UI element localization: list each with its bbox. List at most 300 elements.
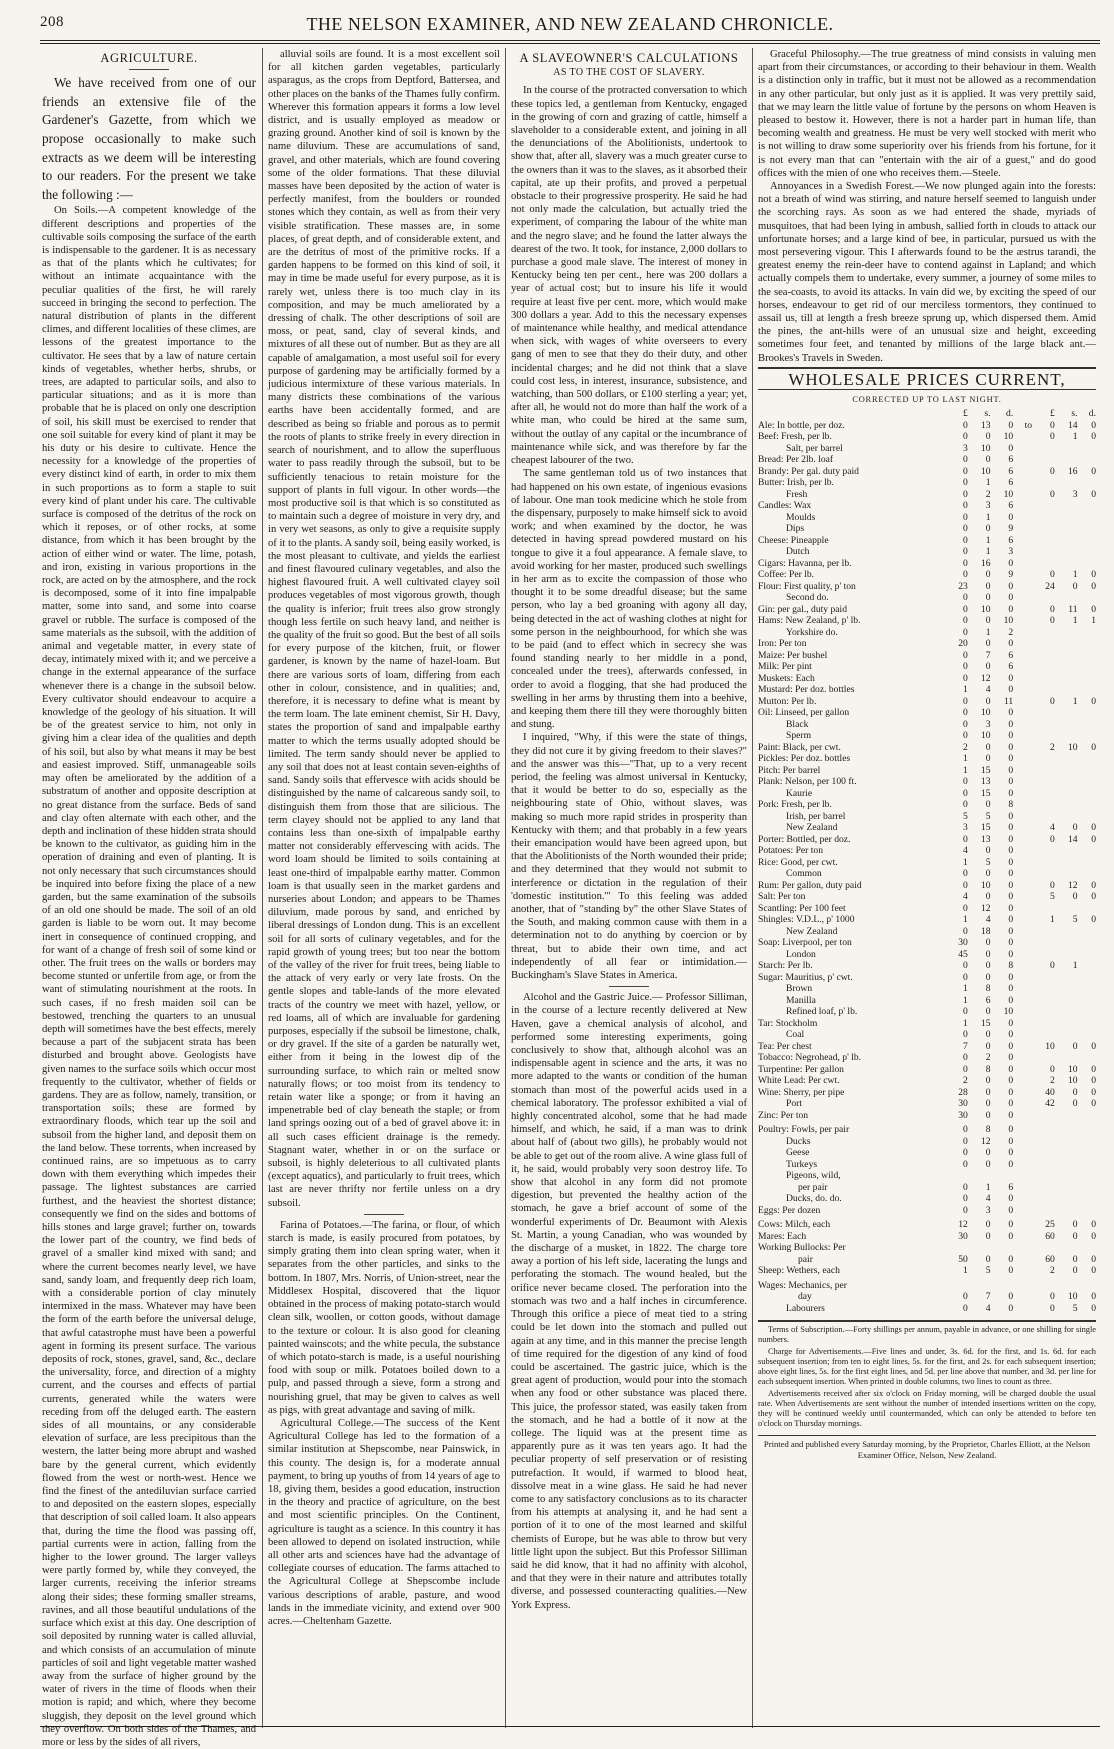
price-value-d: 60: [1045, 1230, 1055, 1242]
price-value-b: 0: [985, 1006, 991, 1018]
price-value-d: [1032, 811, 1055, 823]
price-value-e: [1055, 673, 1078, 685]
price-value-to: [1013, 512, 1032, 524]
price-value-f: [1078, 523, 1096, 535]
price-item: Black: [786, 718, 809, 730]
price-row: [758, 811, 1096, 823]
price-value-f: [1078, 730, 1096, 742]
price-value-e: [1055, 1159, 1078, 1171]
price-value-a: 30: [958, 937, 968, 949]
price-value-d: 60: [1045, 1253, 1055, 1265]
price-value-d: [1032, 1159, 1055, 1171]
price-value-b: 13: [980, 776, 991, 788]
price-value-c: 6: [1008, 477, 1014, 489]
price-value-e: [1055, 799, 1078, 811]
price-value-to: [1013, 627, 1032, 639]
price-row: [758, 431, 1096, 443]
price-value-d: 0: [1050, 615, 1055, 627]
price-value-d: [1032, 454, 1055, 466]
price-value-f: 0: [1091, 1291, 1096, 1303]
price-value-c: [991, 1242, 1014, 1254]
price-value-d: 0: [1050, 1302, 1055, 1314]
price-row: [758, 523, 1096, 535]
price-value-d: [1032, 1136, 1055, 1148]
price-value-to: [1013, 684, 1032, 696]
price-value-to: [1013, 500, 1032, 512]
price-value-e: 5: [1072, 1302, 1078, 1314]
price-row: [758, 845, 1096, 857]
price-value-d: 0: [1050, 488, 1055, 500]
price-item: Mutton: Per lb.: [758, 695, 817, 707]
price-value-d: 0: [1050, 1291, 1055, 1303]
price-value-to: [1013, 615, 1032, 627]
price-row: [758, 891, 1096, 903]
price-row: [758, 1205, 1096, 1217]
price-value-b: 0: [985, 638, 991, 650]
price-row: [758, 638, 1096, 650]
price-value-b: 4: [985, 914, 991, 926]
price-row: [758, 535, 1096, 547]
price-item: Turpentine: Per gallon: [758, 1063, 844, 1075]
price-value-a: 1: [962, 914, 968, 926]
price-value-d: [1032, 937, 1055, 949]
price-value-b: 3: [985, 500, 991, 512]
price-value-c: 0: [1008, 1029, 1014, 1041]
price-value-a: 0: [962, 603, 968, 615]
price-item: Eggs: Per dozen: [758, 1204, 821, 1216]
price-value-to: [1013, 776, 1032, 788]
price-value-e: [1055, 926, 1078, 938]
price-value-c: 0: [1008, 948, 1014, 960]
bottom-rule: [40, 1726, 1100, 1727]
price-row: [758, 1064, 1096, 1076]
price-value-to: [1013, 1182, 1032, 1194]
price-value-b: 15: [980, 1017, 991, 1029]
price-value-e: 0: [1072, 580, 1078, 592]
price-value-e: 10: [1067, 1075, 1078, 1087]
price-value-d: [1032, 926, 1055, 938]
price-item: Yorkshire do.: [786, 626, 838, 638]
price-value-e: [1055, 477, 1078, 489]
price-value-f: 0: [1091, 1253, 1096, 1265]
price-value-f: [1078, 776, 1096, 788]
unit-pence: d.: [1006, 408, 1014, 420]
price-item: Bread: Per 2lb. loaf: [758, 454, 834, 466]
price-value-b: 0: [985, 1253, 991, 1265]
price-value-f: 0: [1091, 1086, 1096, 1098]
price-item: Poultry: Fowls, per pair: [758, 1124, 850, 1136]
price-value-to: [1013, 1075, 1032, 1087]
price-value-to: [1013, 489, 1032, 501]
price-value-d: [1032, 753, 1055, 765]
price-value-e: [1055, 684, 1078, 696]
price-value-c: 0: [1008, 891, 1014, 903]
price-row: [758, 1254, 1096, 1266]
price-value-a: 0: [962, 454, 968, 466]
price-value-d: [1032, 1110, 1055, 1122]
price-value-e: [1055, 707, 1078, 719]
price-value-c: 6: [1008, 1181, 1014, 1193]
price-value-d: 0: [1050, 879, 1055, 891]
price-value-c: 0: [1008, 879, 1014, 891]
price-value-to: [1013, 926, 1032, 938]
price-value-c: 0: [1008, 1098, 1014, 1110]
price-value-f: 1: [1091, 615, 1096, 627]
price-value-e: 0: [1072, 1265, 1078, 1277]
price-item: Iron: Per ton: [758, 638, 807, 650]
price-value-f: 0: [1091, 879, 1096, 891]
price-item: New Zealand: [786, 925, 838, 937]
price-value-d: [1032, 788, 1055, 800]
price-item: Pork: Fresh, per lb.: [758, 799, 832, 811]
prices-units-row: [758, 408, 1096, 420]
price-value-b: 10: [980, 707, 991, 719]
price-row: [758, 1136, 1096, 1148]
price-value-b: 1: [985, 534, 991, 546]
price-value-e: 0: [1072, 1219, 1078, 1231]
price-value-b: 2: [985, 1052, 991, 1064]
price-value-e: 14: [1067, 419, 1078, 431]
price-row: [758, 776, 1096, 788]
price-value-e: [1055, 443, 1078, 455]
price-value-b: 10: [980, 465, 991, 477]
price-value-e: [1055, 1121, 1078, 1136]
masthead-rule-thin: [40, 43, 1100, 44]
swedish-forest-article: Annoyances in a Swedish Forest.—We now plunged again into the forests: not a breath of wind was stirring, and nature herself seemed to languish under the scorching rays. As soon as we had entered the shade, myriads of musquitoes, that had been lying in ambush, sallied forth in clouds to attack our unfortunate horses; and a large kind of bee, in particular, pursued us with the most persevering vigour. This I afterwards found to be the æstrus tarandi, the greatest enemy the rein-deer have to contend against in Lapland; and which actually compels them to undertake, every summer, a journey of some miles to the sea-coasts, to avoid its attacks. In vain did we, by exciting the speed of our horses, endeavour to get rid of our merciless tormentors, they continued to assail us, till at length a fresh breeze sprung up, which dispersed them. Amid the pines, the ant-hills were of an unusual size and height, exceeding sometimes four feet, and tenanted by millions of the large black ant.—Brookes's Travels in Sweden.: [758, 181, 1096, 364]
price-value-to: [1013, 1277, 1032, 1292]
price-value-b: 4: [985, 684, 991, 696]
price-value-c: 0: [1008, 1265, 1014, 1277]
price-item: Beef: Fresh, per lb.: [758, 431, 832, 443]
price-value-d: 0: [1050, 1063, 1055, 1075]
price-value-c: 0: [1008, 856, 1014, 868]
price-value-e: [1055, 1018, 1078, 1030]
price-item: Rice: Good, per cwt.: [758, 856, 838, 868]
price-value-d: [1032, 558, 1055, 570]
price-value-b: 0: [985, 431, 991, 443]
price-value-c: 0: [1008, 557, 1014, 569]
price-value-d: [1032, 546, 1055, 558]
price-value-to: [1013, 811, 1032, 823]
price-value-e: [1055, 868, 1078, 880]
price-value-a: 0: [962, 902, 968, 914]
price-value-c: 0: [1008, 1147, 1014, 1159]
price-value-e: [1055, 845, 1078, 857]
price-row: [758, 972, 1096, 984]
price-value-to: [1013, 1303, 1032, 1315]
price-value-e: 16: [1067, 465, 1078, 477]
price-item: London: [786, 948, 816, 960]
price-value-b: 15: [980, 764, 991, 776]
price-value-f: [1078, 845, 1096, 857]
price-value-d: [1032, 730, 1055, 742]
price-value-c: 0: [1008, 994, 1014, 1006]
price-value-d: 2: [1050, 741, 1055, 753]
column-2: [268, 48, 500, 1732]
unit-shillings: s.: [984, 408, 991, 420]
price-value-e: [1055, 1193, 1078, 1205]
price-value-b: 0: [985, 891, 991, 903]
price-row: [758, 443, 1096, 455]
price-item: Turkeys: [786, 1158, 818, 1170]
price-value-d: 2: [1050, 1075, 1055, 1087]
price-value-d: [1032, 949, 1055, 961]
price-value-to: [1013, 1147, 1032, 1159]
price-value-d: [1032, 719, 1055, 731]
price-value-c: [991, 1170, 1014, 1182]
price-item: Flour: First quality, p' ton: [758, 580, 856, 592]
price-value-a: 4: [962, 845, 968, 857]
price-value-f: 0: [1091, 465, 1096, 477]
price-value-to: [1013, 431, 1032, 443]
price-value-to: [1013, 1136, 1032, 1148]
price-value-f: [1078, 903, 1096, 915]
price-value-a: 0: [962, 488, 968, 500]
price-value-to: [1013, 799, 1032, 811]
price-value-c: 0: [1008, 730, 1014, 742]
price-row: [758, 512, 1096, 524]
price-value-c: 0: [1008, 718, 1014, 730]
price-item: Manilla: [786, 994, 816, 1006]
price-value-b: 1: [985, 511, 991, 523]
price-value-d: 24: [1045, 580, 1055, 592]
price-value-f: [1078, 811, 1096, 823]
price-value-f: [1078, 1006, 1096, 1018]
price-value-c: 0: [1008, 592, 1014, 604]
price-row: [758, 788, 1096, 800]
price-row: [758, 615, 1096, 627]
price-value-b: 0: [985, 569, 991, 581]
price-item: Gin: per gal., duty paid: [758, 603, 847, 615]
price-value-b: 3: [985, 718, 991, 730]
price-value-f: [1078, 707, 1096, 719]
price-value-to: [1013, 650, 1032, 662]
price-item: Soap: Liverpool, per ton: [758, 937, 852, 949]
price-value-d: [1032, 661, 1055, 673]
price-value-a: 0: [962, 546, 968, 558]
price-row: [758, 1216, 1096, 1231]
price-value-c: 0: [1008, 971, 1014, 983]
price-value-d: [1032, 684, 1055, 696]
price-value-b: 8: [985, 1063, 991, 1075]
price-value-f: [1078, 753, 1096, 765]
price-value-f: 0: [1091, 741, 1096, 753]
price-value-to: [1013, 1029, 1032, 1041]
price-value-d: [1032, 443, 1055, 455]
price-value-to: [1013, 1265, 1032, 1277]
price-row: [758, 857, 1096, 869]
price-value-f: [1078, 1018, 1096, 1030]
price-value-f: [1078, 512, 1096, 524]
price-value-b: 5: [985, 1265, 991, 1277]
price-value-a: 0: [962, 1291, 968, 1303]
price-row: [758, 558, 1096, 570]
price-value-a: 0: [962, 523, 968, 535]
price-value-f: [1078, 661, 1096, 673]
price-item: day: [798, 1291, 812, 1303]
price-row: [758, 592, 1096, 604]
price-row: [758, 914, 1096, 926]
price-value-c: 0: [1008, 753, 1014, 765]
price-value-c: 6: [1008, 661, 1014, 673]
price-value-a: 45: [958, 948, 968, 960]
price-item: Butter: Irish, per lb.: [758, 477, 834, 489]
price-value-to: [1013, 1193, 1032, 1205]
price-value-c: [991, 1277, 1014, 1292]
price-value-a: 3: [962, 442, 968, 454]
price-value-a: 1: [962, 753, 968, 765]
price-value-c: 0: [1008, 511, 1014, 523]
price-value-b: [968, 1170, 991, 1182]
price-value-e: [1055, 776, 1078, 788]
price-value-to: [1013, 788, 1032, 800]
price-item: Kaurie: [786, 787, 813, 799]
price-row: [758, 696, 1096, 708]
price-value-d: [1032, 857, 1055, 869]
price-value-a: 0: [962, 776, 968, 788]
prices-subtitle: CORRECTED UP TO LAST NIGHT.: [852, 395, 1002, 405]
price-value-to: [1013, 1110, 1032, 1122]
price-value-d: [1032, 1029, 1055, 1041]
graceful-philosophy-article: Graceful Philosophy.—The true greatness of mind consists in valuing men apart from their circumstances, or according to their behaviour in them. Wealth is a distinction only in traffic, but it must not be allowed as a recommendation in any other particular, but only just as it is applied. It was very prettily said, that we may learn the little value of fortune by the persons on whom Heaven is pleased to bestow it. However, there is not a harder part in human life, than becoming wealth and greatness. He must be very well stocked with merit who is not willing to draw some superiority over his friends from his fortune, for it is not every man that can "entertain with the air of a guest," and do good offices with the mien of one who receives them.—Steele.: [758, 49, 1096, 179]
price-value-a: 0: [962, 1029, 968, 1041]
price-item: Port: [786, 1098, 802, 1110]
price-value-a: 30: [958, 1098, 968, 1110]
price-value-d: [1032, 535, 1055, 547]
price-value-d: [1032, 972, 1055, 984]
price-value-f: [1078, 1205, 1096, 1217]
price-value-c: 10: [1003, 488, 1014, 500]
price-value-c: 0: [1008, 1124, 1014, 1136]
price-value-b: 16: [980, 557, 991, 569]
price-value-e: 14: [1067, 833, 1078, 845]
price-value-c: 0: [1008, 822, 1014, 834]
price-item: Maize: Per bushel: [758, 649, 828, 661]
price-value-b: 0: [985, 523, 991, 535]
price-value-d: 10: [1045, 1040, 1055, 1052]
price-value-b: 4: [985, 1302, 991, 1314]
price-value-d: 0: [1050, 695, 1055, 707]
price-value-b: 18: [980, 925, 991, 937]
price-row: [758, 719, 1096, 731]
price-value-a: 0: [962, 1135, 968, 1147]
unit-pounds: £: [1050, 408, 1055, 420]
price-item: Shingles: V.D.L., p' 1000: [758, 914, 855, 926]
price-row: [758, 926, 1096, 938]
price-value-a: 4: [962, 891, 968, 903]
price-value-a: 0: [962, 465, 968, 477]
price-value-c: 6: [1008, 500, 1014, 512]
price-value-f: [1078, 765, 1096, 777]
price-value-d: [1032, 1018, 1055, 1030]
price-value-to: [1013, 1291, 1032, 1303]
price-value-a: 0: [962, 1006, 968, 1018]
price-value-d: [1032, 638, 1055, 650]
price-value-f: [1078, 546, 1096, 558]
price-value-e: 1: [1072, 695, 1078, 707]
price-value-b: 10: [980, 603, 991, 615]
price-value-b: 0: [985, 1147, 991, 1159]
price-row: [758, 765, 1096, 777]
price-item: Common: [786, 868, 822, 880]
prices-table: [758, 408, 1096, 1314]
price-value-d: 1: [1050, 914, 1055, 926]
price-value-c: 0: [1008, 845, 1014, 857]
price-value-b: 0: [985, 868, 991, 880]
price-value-to: [1013, 443, 1032, 455]
price-value-a: 0: [962, 672, 968, 684]
price-value-d: [1032, 592, 1055, 604]
price-row: [758, 1006, 1096, 1018]
price-value-b: 8: [985, 983, 991, 995]
price-value-c: 8: [1008, 960, 1014, 972]
price-value-a: 0: [962, 1193, 968, 1205]
price-value-to: [1013, 638, 1032, 650]
price-item: Wages: Mechanics, per: [758, 1279, 847, 1291]
price-value-f: 0: [1091, 1098, 1096, 1110]
price-value-e: 10: [1067, 1291, 1078, 1303]
alcohol-gastric-juice-article: Alcohol and the Gastric Juice.— Professor Silliman, in the course of a lecture recently delivered at New Haven, gave a chemical analysis of alcohol, and performed some interesting experiments, going conclusively to show that, although alcohol was an indispensable agent in science and the arts, it was no more adapted to the wants or condition of the human stomach than most of the powerful acids used in a chemical laboratory. The professor exhibited a vial of highly concentrated alcohol, some that he had made himself, and which, he said, if a man was to drink about half of (about two gills), he probably would not be able to get out of the room alive. A wine glass full of it, he said, would probably very soon destroy life. To show that alcohol in any form did not promote digestion, but prevented the healthy action of the stomach, he gave a brief account of some of the wonderful experiments of Dr. Beaumont with Alexis St. Martin, a young Canadian, who was wounded by the discharge of a musket, in 1822. The charge tore away a portion of his left side, lacerating the lungs and perforating the stomach. The wound healed, but the orifice never became closed. The perforation into the stomach was two and a half inches in circumference. Through this orifice a piece of meat tied to a string could be let down into the stomach and pulled out again at any time, and in this manner the precise length of time required for the digestion of any kind of food could be ascertained. The gastric juice, which is the great agent of production, would pour into the stomach when any food or other substance was placed there. This juice, the professor stated, was easily taken from the stomach, and he had a bottle of it now at the college. The liquid was at the present time as apparently pure as it was ten years ago. It had the peculiar property of self preservation or of resisting putrefaction. It would, if warmed to blood heat, dissolve meat in a wine glass. He said he had never come to any satisfactory conclusions as to its character from his attempts at analysing it, and he had sent a portion of it to one of the most learned and skilful chemists of Europe, but he was able to throw but very little light upon the subject. But this Professor Silliman said he did know, that it had no affinity with alcohol, and that they were in their nature and attributes totally diverse, and possessed counteracting qualities.—New York Express.: [511, 992, 747, 1611]
price-value-b: 15: [980, 787, 991, 799]
price-item: Pigeons, wild,: [786, 1170, 841, 1182]
price-value-to: [1013, 1205, 1032, 1217]
price-row: [758, 650, 1096, 662]
price-item: per pair: [798, 1181, 828, 1193]
price-value-e: [1055, 661, 1078, 673]
price-value-e: [1055, 730, 1078, 742]
price-value-e: [1055, 638, 1078, 650]
price-value-b: [968, 1277, 991, 1292]
price-value-e: [1055, 903, 1078, 915]
price-value-c: 2: [1008, 626, 1014, 638]
price-value-e: [1055, 937, 1078, 949]
price-item: Wine: Sherry, per pipe: [758, 1086, 845, 1098]
price-value-a: 0: [962, 1063, 968, 1075]
price-item: Milk: Per pint: [758, 661, 812, 673]
price-value-a: 12: [958, 1219, 968, 1231]
price-value-c: 0: [1008, 672, 1014, 684]
price-value-a: 0: [962, 868, 968, 880]
slavery-article-para-1: In the course of the protracted conversation to which these topics led, a gentleman from Kentucky, engaged in the growing of corn and grazing of cattle, himself a slaveholder to a considerable extent, and joining in all the denunciations of the Abolitionists, undertook to show that, after all, slavery was a much greater curse to the owners than it was to the slaves, as it absorbed their capital, ate up their profits, and proved a perpetual obstacle to their progressive prosperity. He said he had not only made the calculation, but actually tried the experiment, of comparing the labour of the white man and the negro slave; and he found the latter always the dearest of the two. It took, for instance, 2,000 dollars to purchase a good male slave. The interest of money in Kentucky being ten per cent., here was 200 dollars a year of actual cost; but to insure his life it would require at least five per cent. more, which would make 300 dollars a year. Add to this the necessary expenses of maintenance while healthy, and medical attendance when sick, with wages of white overseers to every gang of men to see that they do their duty, and other incidental charges; and he did not think that a slave could cost less, in interest, insurance, subsistence, and watching, than 500 dollars, or £100 sterling a year; yet, after all, he would not do more than half the work of a white man, who could be hired at the same sum, without the outlay of any capital or the incumbrance of maintenance while sick, and was therefore by far the cheapest labourer of the two.: [511, 85, 747, 467]
price-value-f: [1078, 673, 1096, 685]
price-value-b: 1: [985, 1181, 991, 1193]
price-value-e: 0: [1072, 891, 1078, 903]
price-value-b: 15: [980, 822, 991, 834]
price-item: Ale: In bottle, per doz.: [758, 419, 845, 431]
price-value-a: 0: [962, 695, 968, 707]
price-value-f: [1078, 1110, 1096, 1122]
price-value-c: 0: [1008, 868, 1014, 880]
price-value-f: 0: [1091, 914, 1096, 926]
price-item: Coal: [786, 1029, 805, 1041]
price-value-to: [1013, 477, 1032, 489]
price-value-c: 0: [1008, 707, 1014, 719]
farina-of-potatoes-article: Farina of Potatoes.—The farina, or flour, of which starch is made, is easily procured from potatoes, by simply grating them into clean spring water, when it separates from the other particles, and sinks to the bottom. In 1807, Mrs. Norris, of Union-street, near the Middlesex Hospital, discovered that the liquor obtained in the process of making potato-starch would clean silk, woollen, or cotton goods, without damage to the texture or colour. It is also good for cleaning painted wainscots; and the white pecula, the substance of which potato-starch is made, is a useful nourishing food with soup or milk. Potatoes boiled down to a pulp, and passed through a sieve, form a strong and nourishing gruel, that may be given to calves as well as pigs, with great advantage and saving of milk.: [268, 1219, 500, 1416]
price-value-c: 0: [1008, 684, 1014, 696]
price-value-e: [1055, 1006, 1078, 1018]
price-value-c: 0: [1008, 1086, 1014, 1098]
price-value-e: 1: [1072, 960, 1078, 972]
price-item: Ducks, do. do.: [786, 1193, 842, 1205]
price-value-f: [1078, 638, 1096, 650]
price-item: Brandy: Per gal. duty paid: [758, 465, 859, 477]
price-value-to: [1013, 604, 1032, 616]
price-value-to: [1013, 949, 1032, 961]
price-value-f: 0: [1091, 833, 1096, 845]
price-item: White Lead: Per cwt.: [758, 1075, 840, 1087]
price-value-a: 0: [962, 1124, 968, 1136]
price-value-c: 0: [1008, 937, 1014, 949]
